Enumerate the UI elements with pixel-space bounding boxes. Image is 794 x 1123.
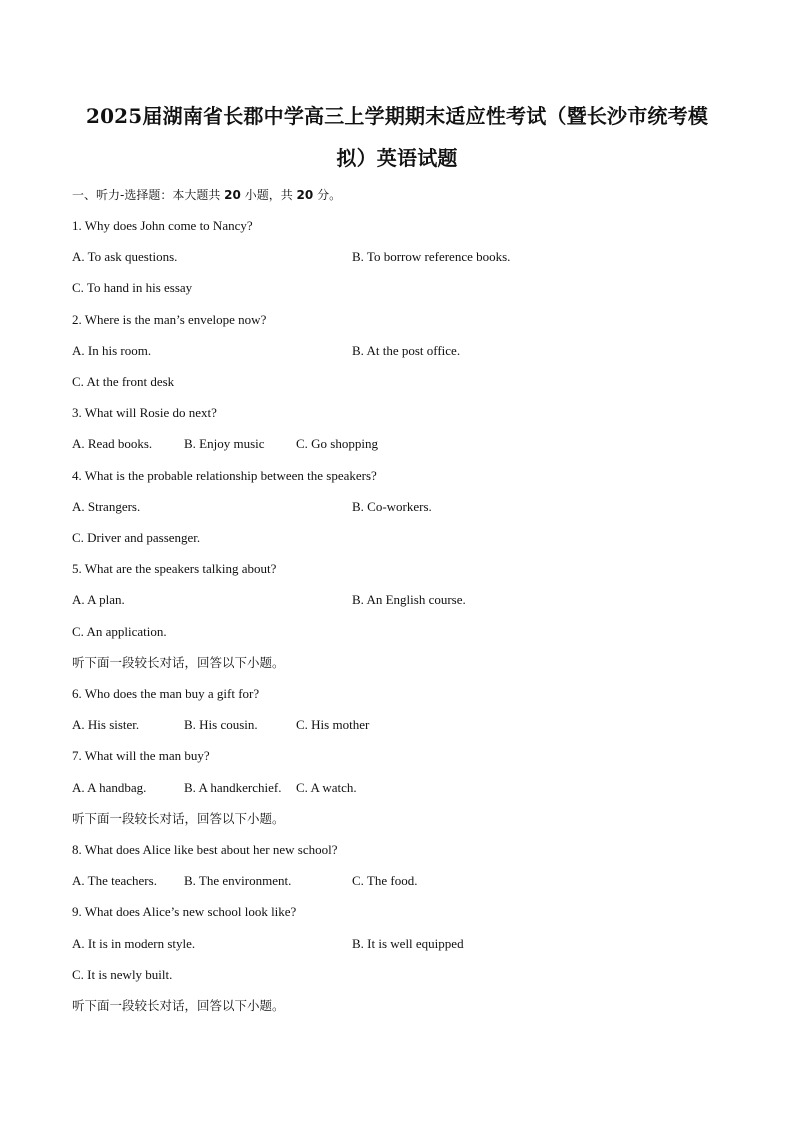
question-2: 2. Where is the man’s envelope now? [72, 312, 267, 327]
section-heading-text-a: 一、听力-选择题：本大题共 [72, 188, 221, 202]
question-6: 6. Who does the man buy a gift for? [72, 686, 260, 701]
question-6-option-b: B. His cousin. [184, 717, 258, 732]
question-8-option-a: A. The teachers. [72, 873, 157, 888]
section-heading-num-a: 20 [224, 188, 241, 202]
question-6-option-c: C. His mother [296, 717, 370, 732]
question-2-option-a: A. In his room. [72, 343, 152, 358]
question-9-option-c: C. It is newly built. [72, 967, 173, 982]
question-2-option-c: C. At the front desk [72, 374, 175, 389]
question-6-option-a: A. His sister. [72, 717, 140, 732]
long-dialogue-instruction-2: 听下面一段较长对话，回答以下小题。 [72, 811, 285, 826]
question-1-option-b: B. To borrow reference books. [352, 249, 511, 264]
page-title-line-2: 拟）英语试题 [336, 146, 458, 170]
long-dialogue-instruction-1: 听下面一段较长对话，回答以下小题。 [72, 655, 285, 670]
question-8: 8. What does Alice like best about her new school? [72, 842, 338, 857]
question-4: 4. What is the probable relationship between the speakers? [72, 468, 377, 483]
question-8-option-b: B. The environment. [184, 873, 292, 888]
question-7-option-a: A. A handbag. [72, 780, 147, 795]
question-7-option-b: B. A handkerchief. [184, 780, 282, 795]
question-3-option-b: B. Enjoy music [184, 436, 265, 451]
question-5-option-c: C. An application. [72, 624, 167, 639]
page-title-line-1: 2025届湖南省长郡中学高三上学期期末适应性考试（暨长沙市统考模 [85, 104, 709, 128]
question-9: 9. What does Alice’s new school look like? [72, 904, 297, 919]
question-1-option-c: C. To hand in his essay [72, 280, 193, 295]
question-3-option-c: C. Go shopping [296, 436, 378, 451]
question-7: 7. What will the man buy? [72, 748, 210, 763]
question-8-option-c: C. The food. [352, 873, 418, 888]
section-heading-text-c: 分。 [317, 188, 342, 202]
section-heading [72, 187, 341, 203]
question-5: 5. What are the speakers talking about? [72, 561, 277, 576]
question-3: 3. What will Rosie do next? [72, 405, 217, 420]
section-heading-text-b: 小题，共 [244, 188, 293, 202]
question-4-option-b: B. Co-workers. [352, 499, 432, 514]
question-9-option-b: B. It is well equipped [352, 936, 464, 951]
question-5-option-b: B. An English course. [352, 592, 466, 607]
long-dialogue-instruction-3: 听下面一段较长对话，回答以下小题。 [72, 998, 285, 1013]
question-2-option-b: B. At the post office. [352, 343, 461, 358]
question-9-option-a: A. It is in modern style. [72, 936, 196, 951]
question-7-option-c: C. A watch. [296, 780, 357, 795]
question-4-option-c: C. Driver and passenger. [72, 530, 201, 545]
question-1: 1. Why does John come to Nancy? [72, 218, 253, 233]
section-heading-num-b: 20 [296, 188, 314, 202]
question-4-option-a: A. Strangers. [72, 499, 141, 514]
question-3-option-a: A. Read books. [72, 436, 153, 451]
question-1-option-a: A. To ask questions. [72, 249, 178, 264]
question-5-option-a: A. A plan. [72, 592, 125, 607]
